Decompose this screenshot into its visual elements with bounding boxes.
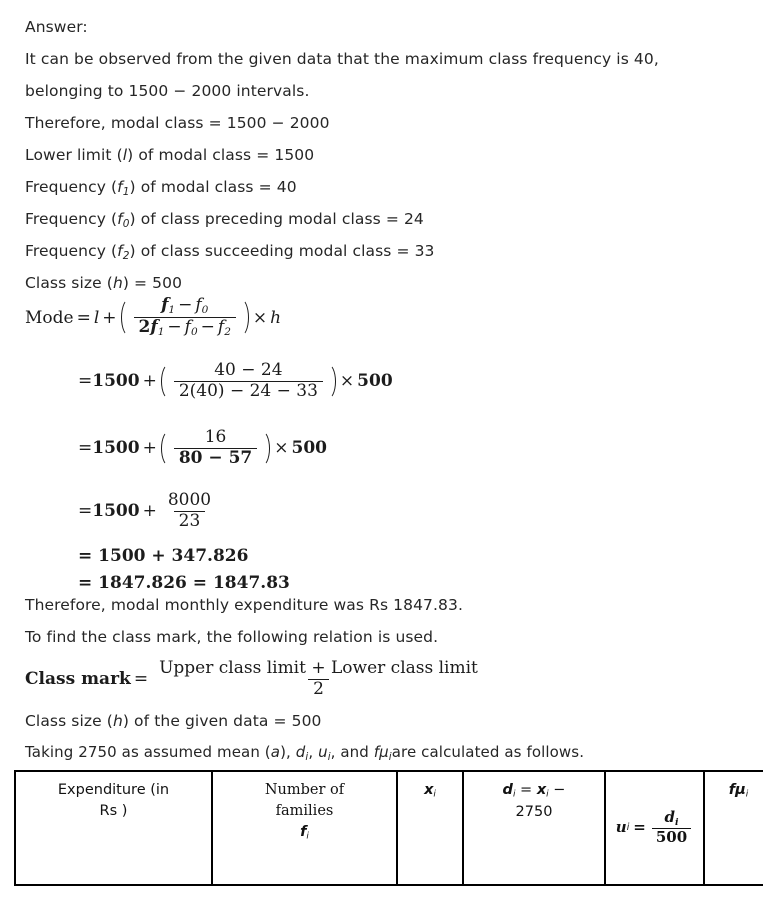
table-header-families	[212, 771, 397, 885]
step2-numerator: 16	[204, 427, 227, 447]
step2-base: 1500	[92, 438, 140, 459]
xi-symbol: x	[424, 782, 434, 798]
table-header-row	[15, 771, 763, 885]
ui-symbol: u	[615, 818, 627, 837]
step2-right-paren	[260, 429, 271, 468]
mode-step-5	[78, 573, 290, 593]
step2-denominator: 80 − 57	[174, 448, 257, 468]
step1-numerator: 40 − 24	[214, 360, 283, 380]
observation-line-1-text: It can be observed from the given data that the maximum class frequency is 40,	[25, 50, 659, 68]
assumed-mean-mu: μ	[379, 743, 389, 761]
class-size-given-symbol: h	[112, 712, 123, 730]
frequency-f1-line	[25, 180, 297, 197]
ui-equals: =	[633, 818, 646, 837]
table-header-fiui	[704, 771, 763, 885]
answer-heading-text: Answer:	[25, 18, 88, 36]
class-size-prefix: Class size (	[25, 274, 113, 292]
step2-left-paren	[160, 429, 171, 468]
frequency-f1-prefix: Frequency (	[25, 178, 118, 196]
assumed-mean-d-sub: i	[305, 751, 309, 763]
conclusion-line	[25, 598, 463, 614]
class-size-line	[25, 276, 182, 292]
ui-frac-den: 500	[652, 828, 691, 846]
mode-num-f0: f	[195, 295, 202, 315]
frequency-f0-prefix: Frequency (	[25, 210, 118, 228]
step3-fraction	[163, 492, 216, 531]
mode-fraction	[134, 297, 236, 338]
mode-den-minus2: −	[200, 317, 215, 338]
assumed-mean-u: u	[318, 743, 328, 761]
di-line2: 2750	[515, 803, 553, 820]
assumed-mean-d: d	[295, 743, 306, 761]
mode-den-f1: f	[150, 317, 158, 338]
class-size-suffix: ) = 500	[122, 274, 183, 292]
frequency-f1-subscript: 1	[122, 185, 130, 198]
lower-limit-symbol: l	[122, 146, 128, 164]
assumed-mean-u-sub: i	[327, 751, 331, 763]
mode-times: ×	[252, 307, 268, 328]
step1-denominator: 2(40) − 24 − 33	[174, 381, 323, 401]
mode-step-2	[78, 429, 327, 468]
step3-equals: =	[78, 501, 93, 522]
ui-subscript: i	[626, 822, 630, 834]
table-header-expenditure	[15, 771, 212, 885]
di-line1	[466, 780, 602, 802]
observation-line-1	[25, 52, 659, 68]
mode-h: h	[270, 307, 282, 328]
mode-equals: =	[76, 307, 91, 328]
fiui-symbol-mu: μ	[735, 782, 746, 798]
table-header-di	[463, 771, 605, 885]
frequency-f2-suffix: ) of class succeeding modal class = 33	[129, 242, 435, 260]
table-header-ui	[605, 771, 704, 885]
class-size-symbol: h	[112, 274, 123, 292]
assumed-mean-part4: , and	[330, 743, 374, 761]
mode-den-minus1: −	[167, 317, 182, 338]
families-subscript: i	[306, 831, 309, 842]
class-size-given-suffix: ) of the given data = 500	[122, 712, 322, 730]
families-symbol-wrap	[215, 822, 394, 844]
ui-expression	[608, 809, 701, 846]
step1-fraction	[174, 362, 323, 401]
modal-class-text: Therefore, modal class = 1500 − 2000	[25, 114, 330, 132]
di-equals: =	[515, 782, 537, 798]
fiui-subscript: i	[745, 789, 749, 800]
step2-equals: =	[78, 438, 93, 459]
assumed-mean-fu-sub: i	[388, 751, 392, 763]
mode-numerator	[156, 297, 213, 317]
step2-times: ×	[274, 438, 289, 459]
di-minus: −	[548, 782, 566, 798]
modal-class-line	[25, 116, 330, 132]
di-symbol-x: x	[536, 782, 547, 798]
mode-den-sub1: 1	[157, 326, 165, 339]
expenditure-line2: Rs )	[99, 803, 128, 820]
class-size-given-line	[25, 714, 322, 730]
frequency-f2-prefix: Frequency (	[25, 242, 118, 260]
table-header	[15, 771, 763, 885]
di-subscript-x: i	[546, 789, 549, 800]
lower-limit-prefix: Lower limit (	[25, 146, 123, 164]
mode-num-sub1: 1	[168, 304, 176, 317]
conclusion-text: Therefore, modal monthly expenditure was Rs 1847.83.	[25, 596, 463, 614]
step1-base: 1500	[92, 371, 140, 392]
families-symbol: f	[300, 824, 307, 841]
assumed-mean-part2: ),	[280, 743, 296, 761]
ui-fraction	[652, 809, 691, 846]
mode-step-3	[78, 492, 219, 531]
frequency-f2-symbol: f	[117, 242, 123, 260]
observation-line-2	[25, 84, 309, 100]
mode-den-sub2: 2	[224, 326, 231, 339]
step2-plus: +	[142, 438, 157, 459]
step4-text: = 1500 + 347.826	[78, 546, 249, 566]
class-mark-formula	[25, 660, 486, 699]
class-mark-intro-text: To find the class mark, the following relation is used.	[25, 628, 439, 646]
mode-den-sub0: 0	[190, 326, 198, 339]
frequency-f0-line	[25, 212, 424, 229]
step1-left-paren	[160, 362, 171, 401]
fiui-symbol-f: f	[728, 782, 736, 798]
step1-plus: +	[142, 371, 157, 392]
mode-den-f2: f	[217, 317, 225, 338]
class-mark-denominator: 2	[308, 679, 329, 699]
lower-limit-suffix: ) of modal class = 1500	[127, 146, 315, 164]
mode-left-paren	[120, 297, 131, 338]
mode-right-paren	[239, 297, 250, 338]
expenditure-line1: Expenditure (in	[57, 782, 170, 798]
assumed-mean-part1: Taking 2750 as assumed mean (	[25, 743, 271, 761]
mode-num-f1: f	[161, 295, 169, 315]
assumed-mean-a: a	[270, 743, 281, 761]
frequency-f2-line	[25, 244, 435, 261]
assumed-mean-part3: ,	[308, 743, 319, 761]
step2-fraction	[174, 429, 257, 468]
mode-denominator	[134, 317, 236, 338]
table-header-xi	[397, 771, 463, 885]
mode-l: l	[93, 307, 100, 328]
di-subscript-d: i	[512, 789, 516, 800]
class-mark-numerator: Upper class limit + Lower class limit	[159, 658, 478, 678]
step3-plus: +	[142, 501, 157, 522]
assumed-mean-f: f	[373, 743, 380, 761]
mode-den-two: 2	[138, 317, 151, 338]
assumed-mean-line	[25, 745, 584, 763]
mode-den-f0: f	[184, 317, 191, 338]
step1-right-paren	[326, 362, 337, 401]
ui-frac-num-sub: i	[675, 817, 679, 829]
ui-frac-num-d: d	[664, 808, 675, 827]
class-mark-equals: =	[133, 669, 149, 690]
mode-step-4	[78, 546, 248, 566]
step2-factor: 500	[291, 438, 327, 459]
frequency-f0-suffix: ) of class preceding modal class = 24	[129, 210, 424, 228]
answer-heading	[25, 20, 88, 36]
mode-plus: +	[102, 307, 117, 328]
frequency-distribution-table	[14, 770, 763, 886]
frequency-f1-symbol: f	[117, 178, 123, 196]
mode-step-1	[78, 362, 393, 401]
class-size-given-prefix: Class size (	[25, 712, 113, 730]
class-mark-fraction	[154, 660, 483, 699]
mode-num-sub0: 0	[201, 304, 209, 317]
step3-denominator: 23	[174, 511, 206, 531]
step5-text: = 1847.826 = 1847.83	[78, 573, 290, 593]
ui-frac-num	[661, 809, 683, 828]
xi-symbol-wrap	[400, 780, 460, 802]
class-mark-label: Class mark	[25, 669, 131, 690]
fiui-expression	[707, 780, 763, 802]
step1-factor: 500	[357, 371, 393, 392]
mode-formula	[25, 297, 281, 338]
observation-line-2-text: belonging to 1500 − 2000 intervals.	[25, 82, 310, 100]
families-line1: Number of	[264, 782, 345, 798]
di-symbol-d: d	[502, 782, 513, 798]
frequency-f2-subscript: 2	[122, 249, 130, 262]
mode-label: Mode	[25, 307, 74, 328]
frequency-f0-subscript: 0	[122, 217, 130, 230]
frequency-f0-symbol: f	[117, 210, 123, 228]
xi-subscript: i	[433, 789, 436, 800]
lower-limit-line	[25, 148, 314, 164]
frequency-f1-suffix: ) of modal class = 40	[129, 178, 297, 196]
step3-numerator: 8000	[167, 490, 212, 510]
assumed-mean-part5: are calculated as follows.	[391, 743, 585, 761]
mode-num-minus: −	[178, 295, 193, 315]
step3-base: 1500	[92, 501, 140, 522]
families-line2: families	[275, 803, 334, 820]
step1-times: ×	[339, 371, 355, 392]
class-mark-intro-line	[25, 630, 438, 646]
step1-equals: =	[78, 371, 93, 392]
